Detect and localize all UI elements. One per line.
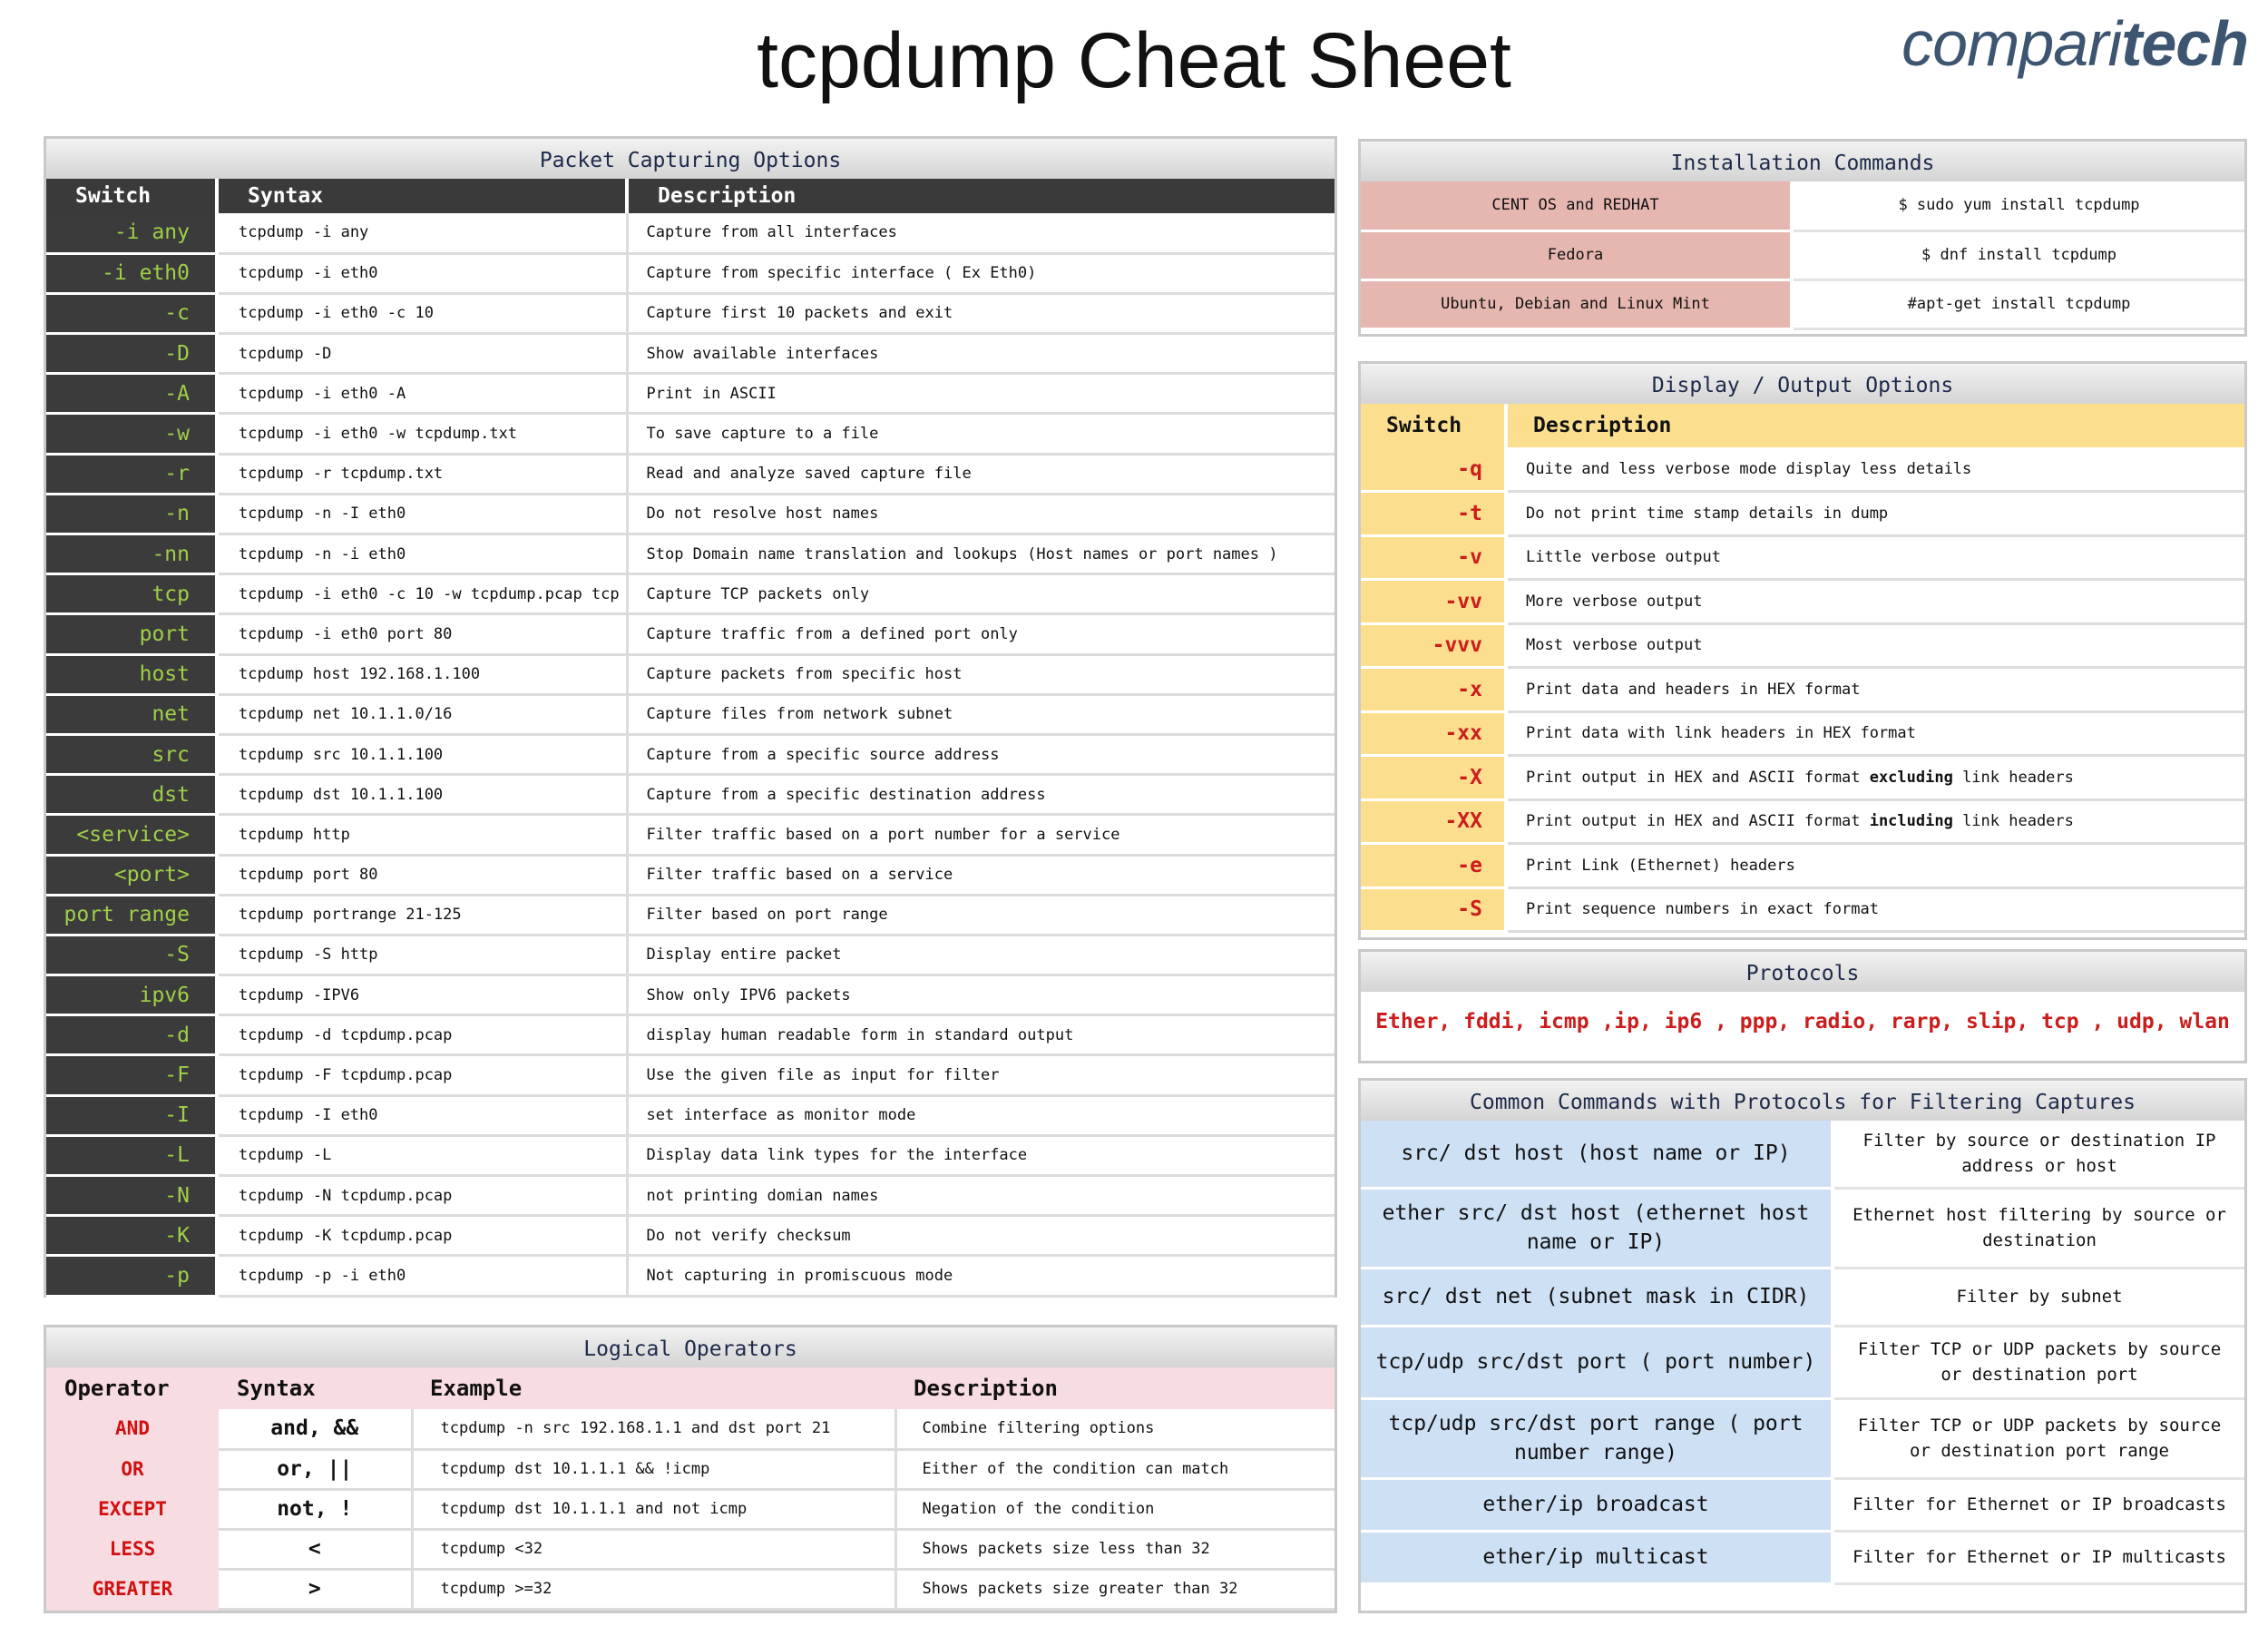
installation-panel [1358,139,2247,337]
table-row [1361,230,2244,279]
table-row [1361,1326,2244,1398]
syntax-cell: tcpdump -L [217,1135,627,1175]
table-row [46,253,1334,293]
logical-operators-table [46,1367,1334,1611]
description-cell: Filter for Ethernet or IP broadcasts [1833,1478,2244,1531]
table-row [46,815,1334,855]
header-syntax: Syntax [217,179,627,213]
table-row [46,1449,1334,1489]
description-cell: set interface as monitor mode [627,1095,1334,1135]
switch-cell: -p [46,1256,217,1296]
switch-cell: -x [1361,668,1506,712]
header-syntax: Syntax [219,1367,412,1409]
table-row [1361,1398,2244,1478]
switch-cell: -c [46,293,217,333]
description-cell: Little verbose output [1506,535,2244,580]
table-row [46,1529,1334,1569]
table-row [1361,711,2244,756]
description-cell [1506,799,2244,844]
syntax-cell: tcpdump -i any [217,213,627,253]
description-cell: Display entire packet [627,935,1334,975]
syntax-cell: tcpdump -i eth0 port 80 [217,614,627,654]
switch-cell: net [46,694,217,734]
table-row [46,1216,1334,1256]
command-cell: $ sudo yum install tcpdump [1792,181,2244,230]
command-cell: tcp/udp src/dst port range ( port number range) [1361,1398,1833,1478]
description-cell: Capture from a specific source address [627,734,1334,774]
table-row [46,494,1334,534]
switch-cell: -I [46,1095,217,1135]
switch-cell: -K [46,1216,217,1256]
table-row [1361,580,2244,624]
description-cell: Display data link types for the interface [627,1135,1334,1175]
os-cell: Fedora [1361,230,1792,279]
display-output-title: Display / Output Options [1361,364,2244,404]
header-operator: Operator [46,1367,219,1409]
common-commands-table [1361,1121,2244,1585]
switch-cell: -i any [46,213,217,253]
table-row [46,1055,1334,1095]
table-row [1361,887,2244,932]
protocols-title: Protocols [1361,952,2244,992]
table-row [46,1409,1334,1449]
description-cell: Filter traffic based on a service [627,855,1334,895]
header-description: Description [895,1367,1334,1409]
syntax-cell: tcpdump -n -i eth0 [217,534,627,574]
common-commands-panel [1358,1078,2247,1613]
table-row [46,654,1334,694]
description-cell: Filter traffic based on a port number for a service [627,815,1334,855]
description-cell: Filter for Ethernet or IP multicasts [1833,1531,2244,1583]
logical-operators-title: Logical Operators [46,1327,1334,1367]
switch-cell: -t [1361,492,1506,536]
description-emphasis: excluding [1869,768,1953,787]
table-row [46,614,1334,654]
description-cell: Print sequence numbers in exact format [1506,887,2244,932]
syntax-cell: tcpdump http [217,815,627,855]
description-cell: Use the given file as input for filter [627,1055,1334,1095]
os-cell: CENT OS and REDHAT [1361,181,1792,230]
switch-cell: port [46,614,217,654]
description-cell: Filter by source or destination IP address or host [1833,1121,2244,1188]
description-cell: Print Link (Ethernet) headers [1506,844,2244,888]
syntax-cell: tcpdump -n -I eth0 [217,494,627,534]
syntax-cell: tcpdump net 10.1.1.0/16 [217,694,627,734]
description-cell: Negation of the condition [895,1489,1334,1529]
switch-cell: tcp [46,574,217,614]
description-cell: Filter TCP or UDP packets by source or destination port range [1833,1398,2244,1478]
table-row [46,895,1334,935]
switch-cell: -vvv [1361,623,1506,668]
table-row [46,574,1334,614]
syntax-cell: tcpdump host 192.168.1.100 [217,654,627,694]
header-description: Description [1506,404,2244,447]
table-row [1361,756,2244,800]
table-row [46,534,1334,574]
switch-cell: -A [46,374,217,414]
table-row [46,1095,1334,1135]
example-cell: tcpdump <32 [412,1529,895,1569]
description-cell: Either of the condition can match [895,1449,1334,1489]
description-cell: Print data with link headers in HEX format [1506,711,2244,756]
table-row [1361,492,2244,536]
command-cell: src/ dst net (subnet mask in CIDR) [1361,1268,1833,1326]
operator-cell: OR [46,1449,219,1489]
command-cell: ether/ip broadcast [1361,1478,1833,1531]
switch-cell: -F [46,1055,217,1095]
syntax-cell: tcpdump -D [217,334,627,374]
command-cell: src/ dst host (host name or IP) [1361,1121,1833,1188]
description-cell: To save capture to a file [627,414,1334,454]
switch-cell: -w [46,414,217,454]
table-row [1361,279,2244,328]
table-row [46,1569,1334,1609]
description-text: Print output in HEX and ASCII format [1526,812,1870,831]
operator-cell: GREATER [46,1569,219,1609]
table-row [46,935,1334,975]
description-cell: Capture from all interfaces [627,213,1334,253]
switch-cell: -v [1361,535,1506,580]
description-text: Print output in HEX and ASCII format [1526,768,1870,787]
description-cell: Do not verify checksum [627,1216,1334,1256]
table-row [1361,1531,2244,1583]
table-row [46,694,1334,734]
description-cell: Capture from specific interface ( Ex Eth0) [627,253,1334,293]
table-row [46,1015,1334,1055]
switch-cell: dst [46,775,217,815]
syntax-cell: tcpdump -N tcpdump.pcap [217,1176,627,1216]
description-cell: Capture TCP packets only [627,574,1334,614]
header-description: Description [627,179,1334,213]
switch-cell: -S [46,935,217,975]
command-cell: ether src/ dst host (ethernet host name or IP) [1361,1188,1833,1268]
syntax-cell: tcpdump -S http [217,935,627,975]
description-cell: display human readable form in standard output [627,1015,1334,1055]
syntax-cell: tcpdump port 80 [217,855,627,895]
switch-cell: -d [46,1015,217,1055]
description-cell: Shows packets size less than 32 [895,1529,1334,1569]
switch-cell: -n [46,494,217,534]
syntax-cell: tcpdump portrange 21-125 [217,895,627,935]
command-cell: ether/ip multicast [1361,1531,1833,1583]
syntax-cell: tcpdump -i eth0 -c 10 -w tcpdump.pcap tcp [217,574,627,614]
description-cell: Do not print time stamp details in dump [1506,492,2244,536]
switch-cell: src [46,734,217,774]
common-commands-title: Common Commands with Protocols for Filtering Captures [1361,1081,2244,1121]
description-cell: More verbose output [1506,580,2244,624]
table-row [46,975,1334,1015]
switch-cell: <port> [46,855,217,895]
syntax-cell: tcpdump src 10.1.1.100 [217,734,627,774]
header-switch: Switch [46,179,217,213]
packet-capturing-table [46,179,1334,1298]
syntax-cell: tcpdump -i eth0 -w tcpdump.txt [217,414,627,454]
example-cell: tcpdump dst 10.1.1.1 and not icmp [412,1489,895,1529]
table-row [46,775,1334,815]
command-cell: $ dnf install tcpdump [1792,230,2244,279]
switch-cell: -X [1361,756,1506,800]
switch-cell: -N [46,1176,217,1216]
syntax-cell: tcpdump -i eth0 -A [217,374,627,414]
syntax-cell: tcpdump -i eth0 [217,253,627,293]
description-cell: Show only IPV6 packets [627,975,1334,1015]
table-row [46,454,1334,494]
syntax-cell: tcpdump -K tcpdump.pcap [217,1216,627,1256]
table-row [1361,1268,2244,1326]
header-switch: Switch [1361,404,1506,447]
logical-operators-panel [44,1325,1337,1613]
description-cell: Capture packets from specific host [627,654,1334,694]
table-row [1361,1478,2244,1531]
comparitech-logo [1901,7,2248,80]
switch-cell: port range [46,895,217,935]
installation-title: Installation Commands [1361,142,2244,181]
switch-cell: -vv [1361,580,1506,624]
table-row [1361,799,2244,844]
description-cell: Do not resolve host names [627,494,1334,534]
protocols-list: Ether, fddi, icmp ,ip, ip6 , ppp, radio, rarp, slip, tcp , udp, wlan [1375,1010,2230,1034]
description-cell: Most verbose output [1506,623,2244,668]
example-cell: tcpdump >=32 [412,1569,895,1609]
switch-cell: -nn [46,534,217,574]
os-cell: Ubuntu, Debian and Linux Mint [1361,279,1792,328]
table-row [1361,181,2244,230]
switch-cell: -r [46,454,217,494]
syntax-cell: tcpdump -r tcpdump.txt [217,454,627,494]
description-emphasis: including [1869,812,1953,831]
description-cell: Capture traffic from a defined port only [627,614,1334,654]
description-text: link headers [1952,768,2074,787]
table-row [46,734,1334,774]
description-cell: Capture first 10 packets and exit [627,293,1334,333]
page-title: tcpdump Cheat Sheet [757,17,1511,104]
logo-suffix: tech [2121,8,2248,79]
switch-cell: -S [1361,887,1506,932]
table-row [46,1489,1334,1529]
protocols-panel [1358,949,2247,1063]
syntax-cell: > [219,1569,412,1609]
table-row [1361,623,2244,668]
table-row [46,374,1334,414]
description-cell: Capture files from network subnet [627,694,1334,734]
example-cell: tcpdump dst 10.1.1.1 && !icmp [412,1449,895,1489]
description-cell: Quite and less verbose mode display less details [1506,447,2244,492]
syntax-cell: tcpdump -I eth0 [217,1095,627,1135]
syntax-cell: < [219,1529,412,1569]
table-row [46,213,1334,253]
description-text: link headers [1952,812,2074,831]
table-row [46,414,1334,454]
table-row [46,293,1334,333]
syntax-cell: and, && [219,1409,412,1449]
switch-cell: -XX [1361,799,1506,844]
syntax-cell: tcpdump dst 10.1.1.100 [217,775,627,815]
description-cell: Ethernet host filtering by source or destination [1833,1188,2244,1268]
description-cell: Combine filtering options [895,1409,1334,1449]
display-output-panel [1358,361,2247,940]
description-cell: Print data and headers in HEX format [1506,668,2244,712]
logo-prefix: compari [1901,8,2122,79]
operator-cell: LESS [46,1529,219,1569]
description-cell: Filter based on port range [627,895,1334,935]
description-cell: Shows packets size greater than 32 [895,1569,1334,1609]
table-row [1361,1121,2244,1188]
syntax-cell: tcpdump -i eth0 -c 10 [217,293,627,333]
description-cell: Filter TCP or UDP packets by source or destination port [1833,1326,2244,1398]
installation-table [1361,181,2244,330]
table-row [46,1256,1334,1296]
description-cell: Print in ASCII [627,374,1334,414]
table-row [1361,535,2244,580]
table-row [1361,1188,2244,1268]
example-cell: tcpdump -n src 192.168.1.1 and dst port 21 [412,1409,895,1449]
operator-cell: EXCEPT [46,1489,219,1529]
description-cell: Show available interfaces [627,334,1334,374]
packet-capturing-panel [44,136,1337,1298]
header-example: Example [412,1367,895,1409]
switch-cell: <service> [46,815,217,855]
switch-cell: -xx [1361,711,1506,756]
syntax-cell: tcpdump -IPV6 [217,975,627,1015]
packet-capturing-title: Packet Capturing Options [46,139,1334,179]
description-cell: not printing domian names [627,1176,1334,1216]
switch-cell: ipv6 [46,975,217,1015]
table-row [46,855,1334,895]
switch-cell: -i eth0 [46,253,217,293]
display-output-table [1361,404,2244,933]
syntax-cell: or, || [219,1449,412,1489]
table-row [1361,668,2244,712]
description-cell: Stop Domain name translation and lookups (Host names or port names ) [627,534,1334,574]
switch-cell: host [46,654,217,694]
syntax-cell: not, ! [219,1489,412,1529]
syntax-cell: tcpdump -d tcpdump.pcap [217,1015,627,1055]
syntax-cell: tcpdump -p -i eth0 [217,1256,627,1296]
description-cell: Not capturing in promiscuous mode [627,1256,1334,1296]
switch-cell: -L [46,1135,217,1175]
switch-cell: -D [46,334,217,374]
table-row [46,1176,1334,1216]
description-cell: Filter by subnet [1833,1268,2244,1326]
table-row [46,1135,1334,1175]
table-row [1361,844,2244,888]
command-cell: tcp/udp src/dst port ( port number) [1361,1326,1833,1398]
switch-cell: -q [1361,447,1506,492]
description-cell: Capture from a specific destination address [627,775,1334,815]
table-row [46,334,1334,374]
operator-cell: AND [46,1409,219,1449]
command-cell: #apt-get install tcpdump [1792,279,2244,328]
description-cell [1506,756,2244,800]
syntax-cell: tcpdump -F tcpdump.pcap [217,1055,627,1095]
switch-cell: -e [1361,844,1506,888]
table-row [1361,447,2244,492]
description-cell: Read and analyze saved capture file [627,454,1334,494]
